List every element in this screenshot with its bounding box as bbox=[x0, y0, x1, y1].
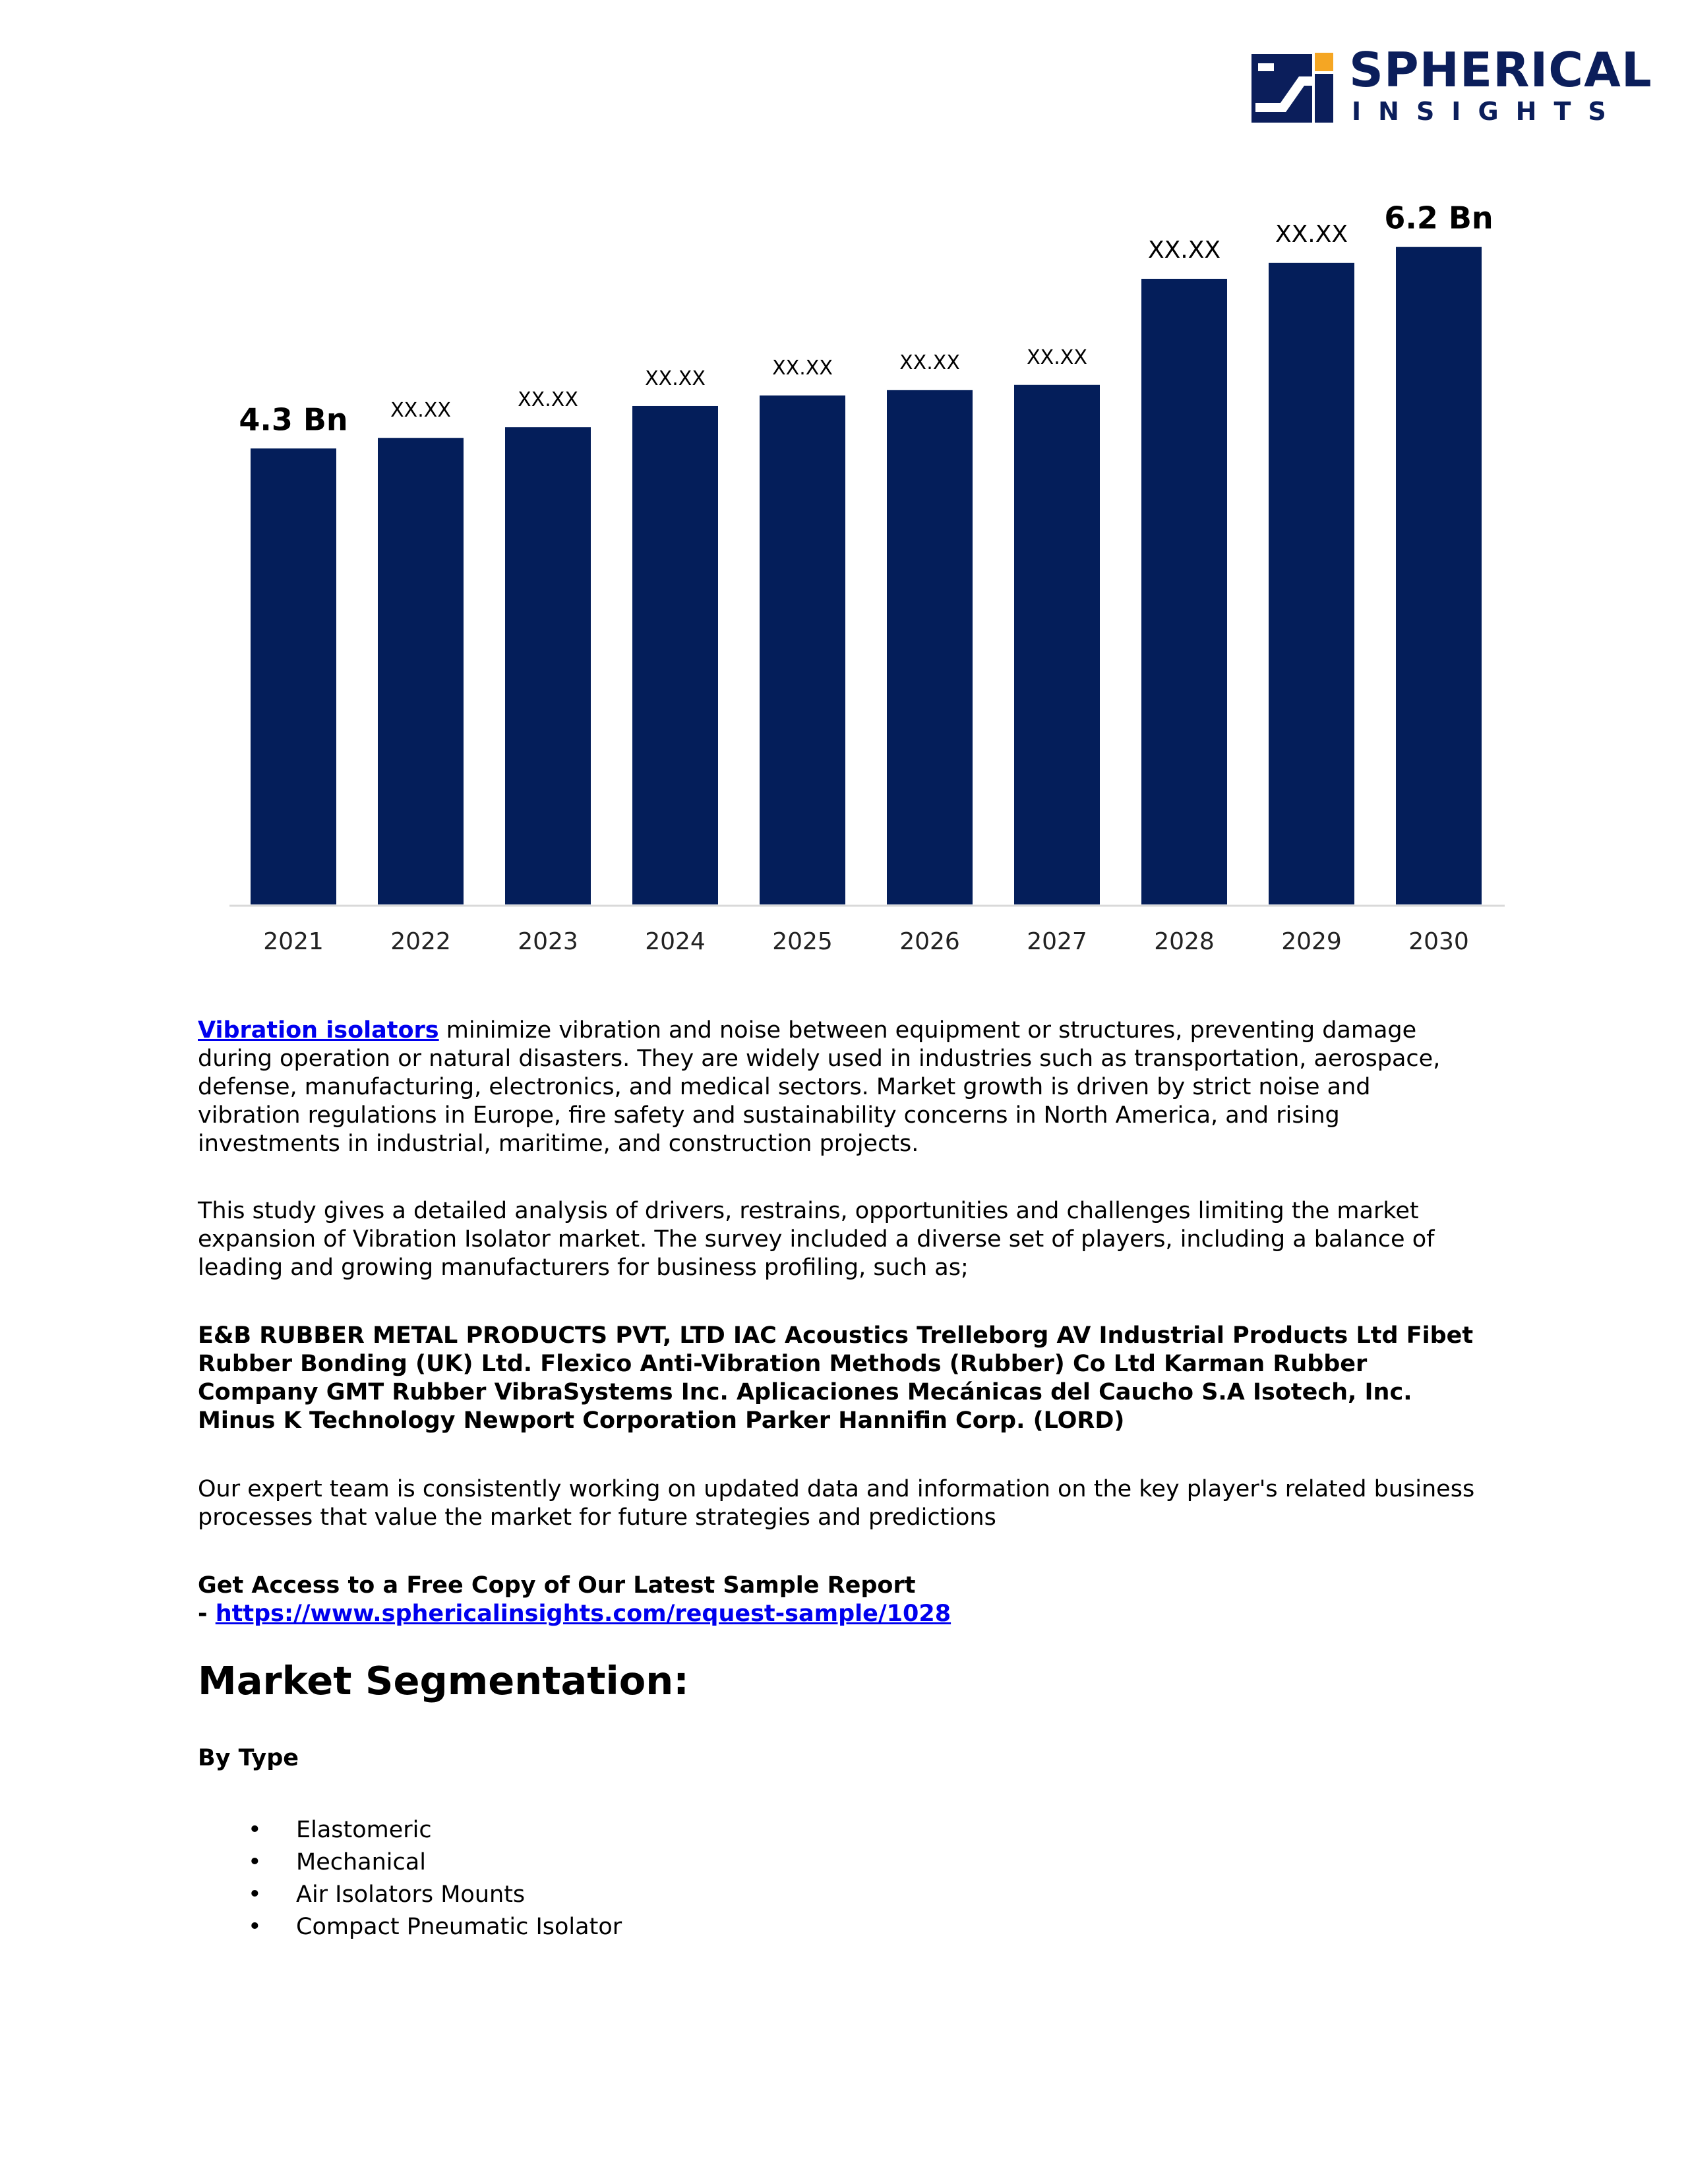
bar-2027 bbox=[1014, 385, 1100, 904]
bar-2029 bbox=[1269, 263, 1354, 904]
data-label-2026: XX.XX bbox=[899, 351, 960, 374]
study-text: This study gives a detailed analysis of drivers, restrains, opportunities and challenges limiting the market expansion of Vibration Isolator market. The survey included a diverse set of players, including a balance of leading and growing manufacturers for business profiling, such as; bbox=[198, 1198, 1435, 1281]
list-item: • Air Isolators Mounts bbox=[198, 1879, 622, 1911]
x-tick-label-2025: 2025 bbox=[772, 928, 833, 955]
data-label-2030: 6.2 Bn bbox=[1384, 200, 1493, 236]
bar-2025 bbox=[760, 396, 845, 904]
x-tick-label-2029: 2029 bbox=[1281, 928, 1342, 955]
expert-text: Our expert team is consistently working on updated data and information on the key player's related business processes that value the market for future strategies and predictions bbox=[198, 1476, 1475, 1531]
list-item: • Elastomeric bbox=[198, 1814, 622, 1846]
cta-dash: - bbox=[198, 1601, 216, 1627]
list-item: • Compact Pneumatic Isolator bbox=[198, 1911, 622, 1943]
data-label-2021: 4.3 Bn bbox=[239, 401, 348, 438]
x-tick-label-2021: 2021 bbox=[263, 928, 324, 955]
x-tick-label-2024: 2024 bbox=[645, 928, 706, 955]
players-paragraph bbox=[198, 1322, 1480, 1435]
bar-2026 bbox=[887, 390, 973, 904]
x-tick-label-2030: 2030 bbox=[1408, 928, 1469, 955]
vibration-isolators-link[interactable]: Vibration isolators bbox=[198, 1017, 439, 1044]
bullet-icon: • bbox=[248, 1914, 262, 1940]
intro-paragraph bbox=[198, 1017, 1480, 1158]
sample-report-cta bbox=[198, 1572, 1480, 1628]
logo-wordmark-line-1: SPHERICAL bbox=[1349, 42, 1652, 98]
data-label-2023: XX.XX bbox=[518, 388, 578, 412]
request-sample-link[interactable]: https://www.sphericalinsights.com/request-sample/1028 bbox=[215, 1601, 951, 1627]
market-segmentation-heading: Market Segmentation: bbox=[198, 1658, 689, 1703]
bar-2022 bbox=[378, 438, 464, 904]
bar-2023 bbox=[505, 427, 591, 904]
bullet-icon: • bbox=[248, 1849, 262, 1875]
data-label-2028: XX.XX bbox=[1147, 236, 1221, 264]
bar-2030 bbox=[1396, 247, 1482, 904]
players-text: E&B RUBBER METAL PRODUCTS PVT, LTD IAC Acoustics Trelleborg AV Industrial Products Ltd Fibet Rubber Bonding (UK) Ltd. Flexico Anti-Vibration Methods (Rubber) Co Ltd Karman Rubber Company GMT Rubber VibraSystems Inc. Aplicaciones Mecánicas del Caucho S.A Isotech, Inc. Minus K Technology Newport Corporation Parker Hannifin Corp. (LORD) bbox=[198, 1322, 1474, 1434]
bullet-icon: • bbox=[248, 1881, 262, 1908]
logo-wordmark-line-2: INSIGHTS bbox=[1352, 97, 1623, 126]
data-label-2022: XX.XX bbox=[390, 399, 451, 423]
cta-title: Get Access to a Free Copy of Our Latest Sample Report bbox=[198, 1572, 916, 1599]
type-list bbox=[198, 1814, 622, 1943]
data-label-2025: XX.XX bbox=[772, 356, 833, 380]
x-tick-label-2028: 2028 bbox=[1154, 928, 1215, 955]
market-size-bar-chart bbox=[0, 0, 1688, 989]
study-paragraph bbox=[198, 1197, 1480, 1282]
x-tick-label-2027: 2027 bbox=[1027, 928, 1087, 955]
data-label-2027: XX.XX bbox=[1027, 345, 1087, 369]
x-tick-label-2026: 2026 bbox=[899, 928, 960, 955]
data-label-2029: XX.XX bbox=[1275, 220, 1348, 248]
expert-paragraph bbox=[198, 1475, 1480, 1532]
bar-2021 bbox=[251, 448, 336, 904]
x-tick-label-2022: 2022 bbox=[390, 928, 451, 955]
bar-2024 bbox=[632, 406, 718, 904]
intro-text: minimize vibration and noise between equipment or structures, preventing damage during operation or natural disasters. They are widely used in industries such as transportation, aerospace, defense, manufacturing, electronics, and medical sectors. Market growth is driven by strict noise and vibration regulations in Europe, fire safety and sustainability concerns in North America, and rising investments in industrial, maritime, and construction projects. bbox=[198, 1017, 1441, 1157]
data-label-2024: XX.XX bbox=[645, 367, 706, 390]
x-tick-label-2023: 2023 bbox=[518, 928, 578, 955]
bullet-icon: • bbox=[248, 1817, 262, 1843]
by-type-subheading: By Type bbox=[198, 1745, 299, 1771]
list-item: • Mechanical bbox=[198, 1846, 622, 1879]
bar-2028 bbox=[1141, 279, 1227, 904]
